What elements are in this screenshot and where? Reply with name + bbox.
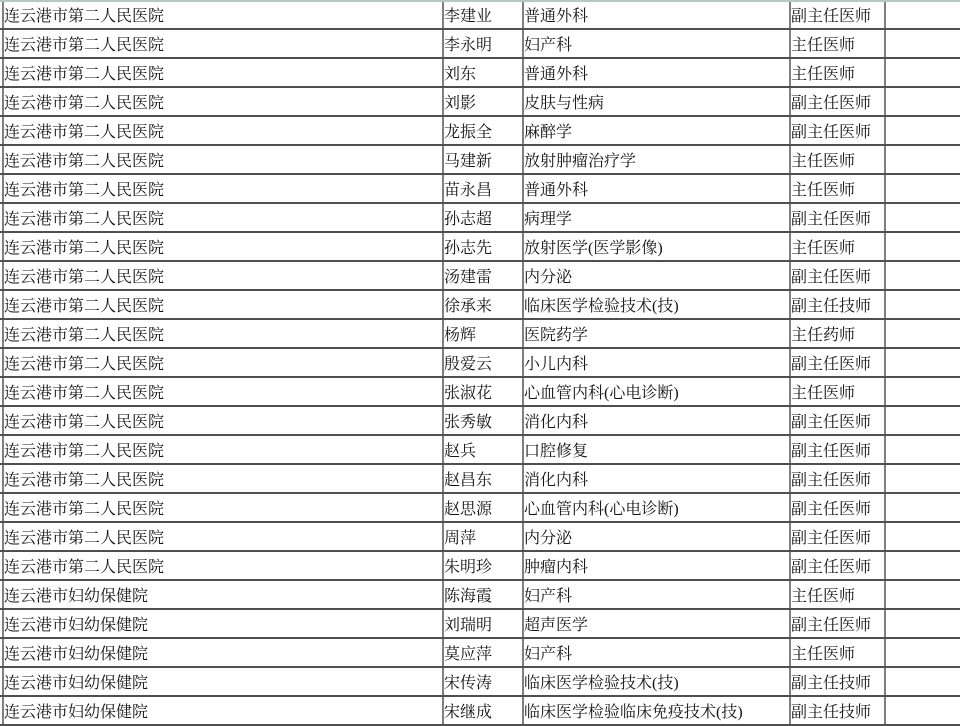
cell-name: 苗永昌 bbox=[443, 174, 523, 203]
cell-hospital: 连云港市第二人民医院 bbox=[3, 348, 443, 377]
cell-title: 副主任技师 bbox=[790, 667, 885, 696]
cell-title: 主任医师 bbox=[790, 29, 885, 58]
row-right-overflow bbox=[885, 87, 960, 116]
cell-title: 副主任医师 bbox=[790, 261, 885, 290]
cell-name: 马建新 bbox=[443, 145, 523, 174]
cell-department: 心血管内科(心电诊断) bbox=[523, 493, 790, 522]
cell-hospital: 连云港市第二人民医院 bbox=[3, 464, 443, 493]
cell-hospital: 连云港市第二人民医院 bbox=[3, 261, 443, 290]
cell-name: 宋传涛 bbox=[443, 667, 523, 696]
cell-department: 口腔修复 bbox=[523, 435, 790, 464]
cell-title: 副主任医师 bbox=[790, 435, 885, 464]
table-row bbox=[0, 116, 960, 145]
cell-hospital: 连云港市妇幼保健院 bbox=[3, 696, 443, 725]
cell-title: 副主任医师 bbox=[790, 116, 885, 145]
table-row bbox=[0, 145, 960, 174]
cell-department: 普通外科 bbox=[523, 174, 790, 203]
cell-hospital: 连云港市第二人民医院 bbox=[3, 87, 443, 116]
doctor-roster-body bbox=[0, 1, 960, 725]
cell-hospital: 连云港市第二人民医院 bbox=[3, 522, 443, 551]
row-right-overflow bbox=[885, 609, 960, 638]
cell-department: 普通外科 bbox=[523, 58, 790, 87]
row-right-overflow bbox=[885, 551, 960, 580]
cell-hospital: 连云港市第二人民医院 bbox=[3, 435, 443, 464]
table-row bbox=[0, 667, 960, 696]
row-right-overflow bbox=[885, 493, 960, 522]
cell-department: 内分泌 bbox=[523, 522, 790, 551]
table-row bbox=[0, 406, 960, 435]
cell-department: 妇产科 bbox=[523, 638, 790, 667]
cell-name: 刘瑞明 bbox=[443, 609, 523, 638]
cell-name: 殷爱云 bbox=[443, 348, 523, 377]
cell-hospital: 连云港市第二人民医院 bbox=[3, 232, 443, 261]
cell-department: 消化内科 bbox=[523, 464, 790, 493]
cell-hospital: 连云港市妇幼保健院 bbox=[3, 580, 443, 609]
cell-name: 赵思源 bbox=[443, 493, 523, 522]
cell-hospital: 连云港市妇幼保健院 bbox=[3, 609, 443, 638]
cell-title: 副主任医师 bbox=[790, 203, 885, 232]
row-right-overflow bbox=[885, 174, 960, 203]
table-row bbox=[0, 174, 960, 203]
cell-department: 心血管内科(心电诊断) bbox=[523, 377, 790, 406]
row-right-overflow bbox=[885, 145, 960, 174]
doctor-roster-table bbox=[0, 1, 960, 726]
row-right-overflow bbox=[885, 435, 960, 464]
cell-title: 主任医师 bbox=[790, 174, 885, 203]
cell-department: 妇产科 bbox=[523, 580, 790, 609]
cell-hospital: 连云港市第二人民医院 bbox=[3, 29, 443, 58]
row-right-overflow bbox=[885, 58, 960, 87]
cell-department: 内分泌 bbox=[523, 261, 790, 290]
row-right-overflow bbox=[885, 638, 960, 667]
cell-hospital: 连云港市第二人民医院 bbox=[3, 319, 443, 348]
cell-department: 病理学 bbox=[523, 203, 790, 232]
cell-department: 放射肿瘤治疗学 bbox=[523, 145, 790, 174]
table-row bbox=[0, 348, 960, 377]
cell-title: 副主任医师 bbox=[790, 1, 885, 29]
cell-hospital: 连云港市第二人民医院 bbox=[3, 116, 443, 145]
cell-name: 周萍 bbox=[443, 522, 523, 551]
table-row bbox=[0, 638, 960, 667]
row-right-overflow bbox=[885, 348, 960, 377]
table-row bbox=[0, 29, 960, 58]
table-row bbox=[0, 232, 960, 261]
row-right-overflow bbox=[885, 203, 960, 232]
cell-hospital: 连云港市第二人民医院 bbox=[3, 290, 443, 319]
cell-title: 副主任医师 bbox=[790, 522, 885, 551]
cell-department: 消化内科 bbox=[523, 406, 790, 435]
row-right-overflow bbox=[885, 116, 960, 145]
cell-title: 主任医师 bbox=[790, 58, 885, 87]
row-right-overflow bbox=[885, 696, 960, 725]
cell-department: 临床医学检验技术(技) bbox=[523, 290, 790, 319]
cell-department: 超声医学 bbox=[523, 609, 790, 638]
row-right-overflow bbox=[885, 406, 960, 435]
table-row bbox=[0, 609, 960, 638]
cell-hospital: 连云港市第二人民医院 bbox=[3, 174, 443, 203]
cell-name: 张淑花 bbox=[443, 377, 523, 406]
cell-department: 临床医学检验临床免疫技术(技) bbox=[523, 696, 790, 725]
cell-title: 副主任医师 bbox=[790, 406, 885, 435]
cell-title: 副主任医师 bbox=[790, 87, 885, 116]
cell-name: 汤建雷 bbox=[443, 261, 523, 290]
cell-hospital: 连云港市妇幼保健院 bbox=[3, 638, 443, 667]
cell-title: 副主任医师 bbox=[790, 464, 885, 493]
table-row bbox=[0, 261, 960, 290]
cell-department: 妇产科 bbox=[523, 29, 790, 58]
cell-department: 医院药学 bbox=[523, 319, 790, 348]
cell-name: 莫应萍 bbox=[443, 638, 523, 667]
cell-title: 副主任医师 bbox=[790, 609, 885, 638]
cell-department: 麻醉学 bbox=[523, 116, 790, 145]
row-right-overflow bbox=[885, 29, 960, 58]
cell-title: 副主任医师 bbox=[790, 348, 885, 377]
row-right-overflow bbox=[885, 522, 960, 551]
table-row bbox=[0, 493, 960, 522]
cell-department: 普通外科 bbox=[523, 1, 790, 29]
row-right-overflow bbox=[885, 290, 960, 319]
table-row bbox=[0, 580, 960, 609]
table-row bbox=[0, 464, 960, 493]
cell-name: 刘影 bbox=[443, 87, 523, 116]
table-row bbox=[0, 551, 960, 580]
cell-title: 副主任技师 bbox=[790, 290, 885, 319]
cell-name: 赵兵 bbox=[443, 435, 523, 464]
cell-hospital: 连云港市第二人民医院 bbox=[3, 493, 443, 522]
cell-hospital: 连云港市第二人民医院 bbox=[3, 377, 443, 406]
cell-hospital: 连云港市第二人民医院 bbox=[3, 1, 443, 29]
row-right-overflow bbox=[885, 1, 960, 29]
cell-title: 副主任医师 bbox=[790, 493, 885, 522]
cell-name: 陈海霞 bbox=[443, 580, 523, 609]
cell-name: 杨辉 bbox=[443, 319, 523, 348]
table-row bbox=[0, 377, 960, 406]
row-right-overflow bbox=[885, 261, 960, 290]
cell-hospital: 连云港市妇幼保健院 bbox=[3, 667, 443, 696]
row-right-overflow bbox=[885, 667, 960, 696]
row-right-overflow bbox=[885, 580, 960, 609]
cell-name: 孙志先 bbox=[443, 232, 523, 261]
cell-name: 宋继成 bbox=[443, 696, 523, 725]
table-row bbox=[0, 522, 960, 551]
cell-title: 副主任技师 bbox=[790, 696, 885, 725]
cell-name: 李建业 bbox=[443, 1, 523, 29]
cell-department: 皮肤与性病 bbox=[523, 87, 790, 116]
cell-name: 李永明 bbox=[443, 29, 523, 58]
cell-hospital: 连云港市第二人民医院 bbox=[3, 145, 443, 174]
cell-title: 主任医师 bbox=[790, 377, 885, 406]
table-row bbox=[0, 58, 960, 87]
cell-department: 临床医学检验技术(技) bbox=[523, 667, 790, 696]
table-row bbox=[0, 203, 960, 232]
cell-name: 张秀敏 bbox=[443, 406, 523, 435]
table-row bbox=[0, 1, 960, 29]
cell-name: 徐承来 bbox=[443, 290, 523, 319]
cell-name: 刘东 bbox=[443, 58, 523, 87]
table-row bbox=[0, 435, 960, 464]
table-row bbox=[0, 87, 960, 116]
cell-title: 主任药师 bbox=[790, 319, 885, 348]
table-row bbox=[0, 696, 960, 725]
cell-title: 主任医师 bbox=[790, 145, 885, 174]
row-right-overflow bbox=[885, 377, 960, 406]
table-row bbox=[0, 290, 960, 319]
cell-name: 赵昌东 bbox=[443, 464, 523, 493]
cell-title: 主任医师 bbox=[790, 580, 885, 609]
cell-department: 放射医学(医学影像) bbox=[523, 232, 790, 261]
cell-department: 肿瘤内科 bbox=[523, 551, 790, 580]
row-right-overflow bbox=[885, 232, 960, 261]
table-row bbox=[0, 319, 960, 348]
row-right-overflow bbox=[885, 464, 960, 493]
cell-hospital: 连云港市第二人民医院 bbox=[3, 551, 443, 580]
cell-title: 主任医师 bbox=[790, 232, 885, 261]
cell-hospital: 连云港市第二人民医院 bbox=[3, 203, 443, 232]
cell-name: 孙志超 bbox=[443, 203, 523, 232]
cell-hospital: 连云港市第二人民医院 bbox=[3, 406, 443, 435]
row-right-overflow bbox=[885, 319, 960, 348]
cell-title: 副主任医师 bbox=[790, 551, 885, 580]
top-accent-line bbox=[0, 0, 960, 2]
cell-name: 龙振全 bbox=[443, 116, 523, 145]
cell-department: 小儿内科 bbox=[523, 348, 790, 377]
cell-title: 主任医师 bbox=[790, 638, 885, 667]
cell-hospital: 连云港市第二人民医院 bbox=[3, 58, 443, 87]
cell-name: 朱明珍 bbox=[443, 551, 523, 580]
